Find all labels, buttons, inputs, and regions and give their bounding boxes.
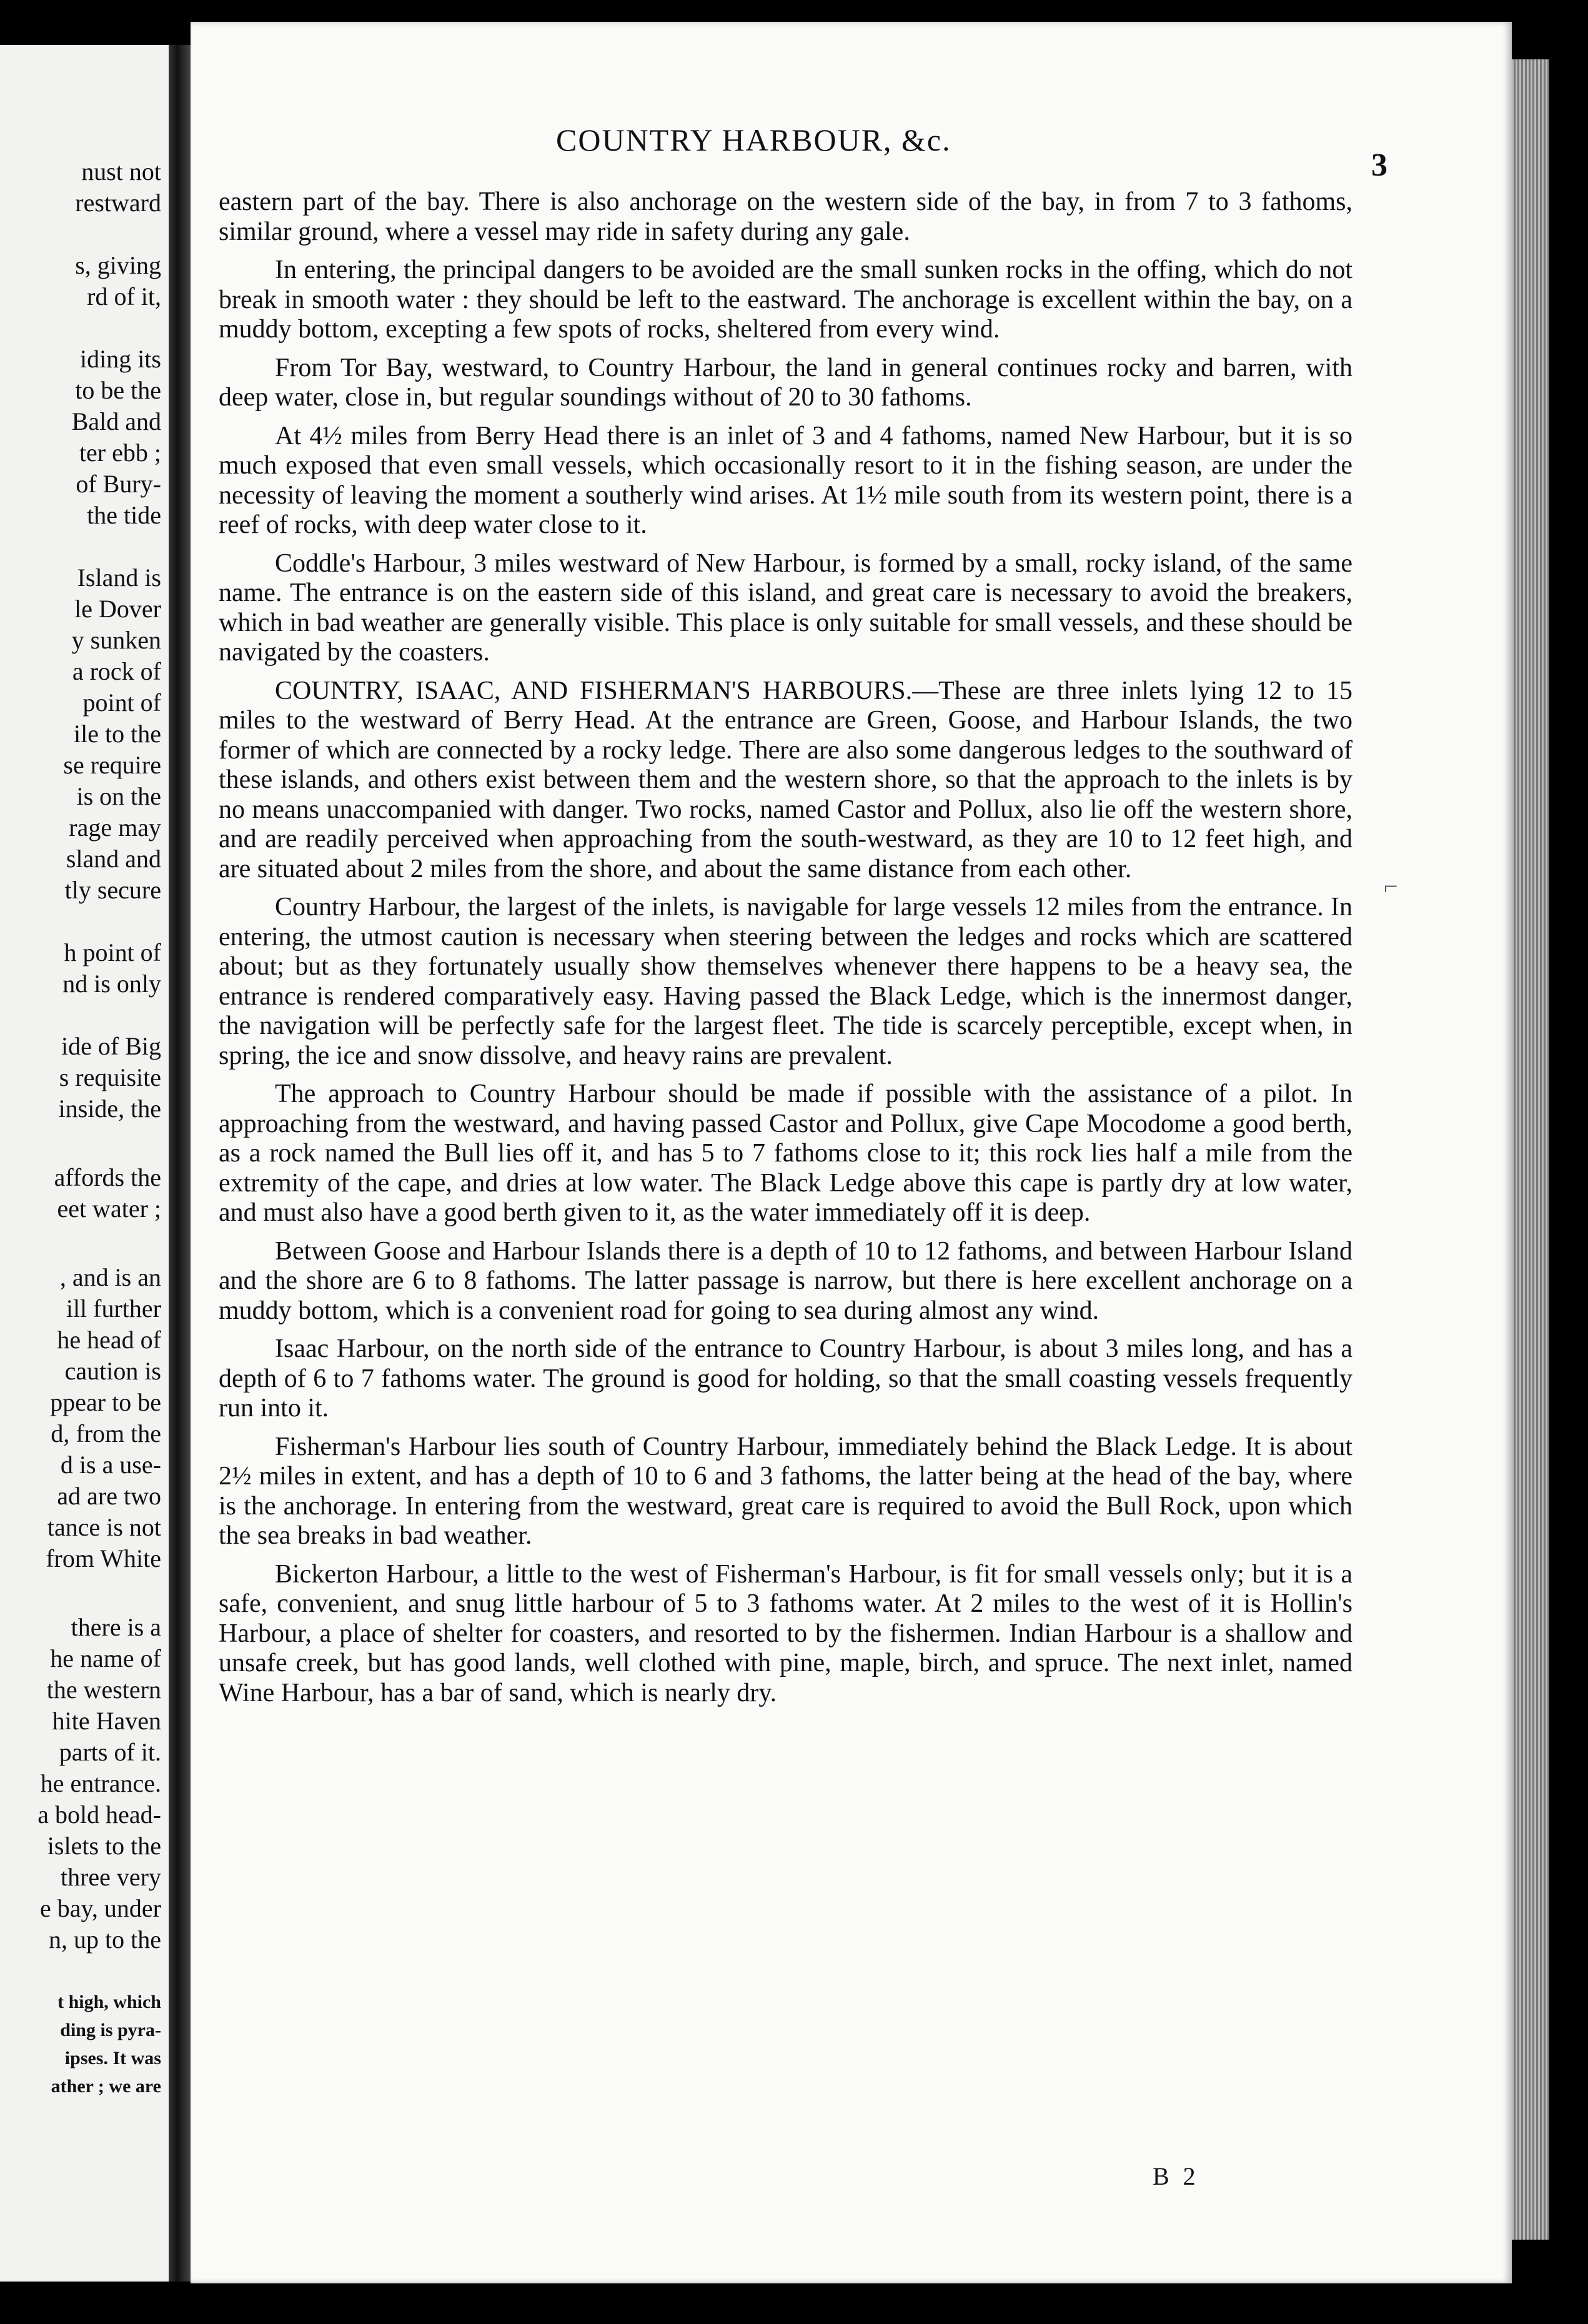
facing-page-line: h point of bbox=[64, 938, 161, 966]
paragraph: eastern part of the bay. There is also anchorage on the western side of the bay, in from 7 to 3 fathoms, similar ground, where a vessel may ride in safety during any gale. bbox=[219, 187, 1352, 246]
facing-page-line: point of bbox=[82, 688, 161, 717]
facing-page-line: Island is bbox=[77, 564, 161, 592]
facing-page-line: t high, which bbox=[57, 1992, 161, 2012]
facing-page-line: eet water ; bbox=[57, 1194, 161, 1223]
facing-page-line: sland and bbox=[66, 845, 161, 873]
facing-page-line: he head of bbox=[57, 1326, 161, 1354]
facing-page-line: ad are two bbox=[57, 1482, 161, 1510]
facing-page-line: Bald and bbox=[71, 407, 161, 435]
signature-mark: B 2 bbox=[1153, 2162, 1199, 2190]
facing-page-line: y sunken bbox=[71, 626, 161, 654]
facing-page-line: islets to the bbox=[47, 1832, 161, 1860]
facing-page-line: e bay, under bbox=[40, 1894, 161, 1922]
paragraph: At 4½ miles from Berry Head there is an inlet of 3 and 4 fathoms, named New Harbour, but it is so much exposed that even small vessels, which occasionally resort to it in the fishing season, are under the necessity of leaving the moment a southerly wind arises. At 1½ mile south from its western point, there is a reef of rocks, with deep water close to it. bbox=[219, 421, 1352, 539]
page-edge bbox=[1512, 59, 1549, 2240]
facing-page-line: a rock of bbox=[72, 657, 161, 685]
paragraph: Isaac Harbour, on the north side of the entrance to Country Harbour, is about 3 miles long, and has a depth of 6 to 7 fathoms water. The ground is good for holding, so that the small coasting vessels frequently run into it. bbox=[219, 1334, 1352, 1423]
facing-page-line: rage may bbox=[69, 813, 161, 842]
facing-page-line: rd of it, bbox=[87, 282, 161, 310]
facing-page-line: s requisite bbox=[59, 1063, 161, 1091]
paragraph: Fisherman's Harbour lies south of Country Harbour, immediately behind the Black Ledge. It is about 2½ miles in extent, and has a depth of 10 to 6 and 3 fathoms, the latter being at the head of the bay, where is the anchorage. In entering from the westward, great care is required to avoid the Bull Rock, upon which the sea breaks in bad weather. bbox=[219, 1432, 1352, 1550]
facing-page-line: tance is not bbox=[47, 1513, 161, 1541]
facing-page-line: three very bbox=[60, 1863, 161, 1891]
facing-page-line: ill further bbox=[66, 1294, 161, 1323]
facing-page-line: hite Haven bbox=[52, 1707, 161, 1735]
facing-page-line: ipses. It was bbox=[64, 2048, 161, 2068]
facing-page-line: ppear to be bbox=[50, 1388, 161, 1416]
facing-page-line: , and is an bbox=[59, 1263, 161, 1291]
facing-page-line: a bold head- bbox=[37, 1800, 161, 1829]
facing-page-line: he name of bbox=[50, 1644, 161, 1672]
facing-page-line: parts of it. bbox=[59, 1738, 161, 1766]
facing-page-line: of Bury- bbox=[76, 470, 161, 498]
facing-page-line: caution is bbox=[64, 1357, 161, 1385]
page-number: 3 bbox=[1371, 147, 1387, 183]
facing-page-line: se require bbox=[63, 751, 161, 779]
facing-page-line: affords the bbox=[54, 1163, 161, 1191]
facing-page-line: the tide bbox=[87, 501, 161, 529]
facing-page-line: d is a use- bbox=[60, 1451, 161, 1479]
facing-page-line: ter ebb ; bbox=[79, 439, 161, 467]
facing-page-line: le Dover bbox=[74, 595, 161, 623]
facing-page-line: ding is pyra- bbox=[60, 2020, 161, 2040]
facing-page-line: iding its bbox=[79, 345, 161, 373]
facing-page-line: tly secure bbox=[64, 876, 161, 904]
facing-page-line: there is a bbox=[71, 1613, 161, 1641]
paragraph: In entering, the principal dangers to be avoided are the small sunken rocks in the offing, which do not break in smooth water : they should be left to the eastward. The anchorage is excellent within the bay, on a muddy bottom, excepting a few spots of rocks, sheltered from every wind. bbox=[219, 256, 1352, 344]
book-gutter bbox=[169, 45, 191, 2282]
paragraph: COUNTRY, ISAAC, AND FISHERMAN'S HARBOURS.—These are three inlets lying 12 to 15 miles to the westward of Berry Head. At the entrance are Green, Goose, and Harbour Islands, the two former of which are connected by a rocky ledge. There are also some dangerous ledges to the southward of these islands, and others exist between them and the western shore, so that the approach to the inlets is by no means unaccompanied with danger. Two rocks, named Castor and Pollux, also lie off the western shore, and are readily perceived when approaching from the south-westward, as they are 10 to 12 feet high, and are situated about 2 miles from the shore, and about the same distance from each other. bbox=[219, 676, 1352, 883]
paragraph: From Tor Bay, westward, to Country Harbour, the land in general continues rocky and barren, with deep water, close in, but regular soundings without of 20 to 30 fathoms. bbox=[219, 353, 1352, 412]
paragraph: Coddle's Harbour, 3 miles westward of New Harbour, is formed by a small, rocky island, of the same name. The entrance is on the eastern side of this island, and great care is necessary to avoid the breakers, which in bad weather are generally visible. This place is only suitable for small vessels, and these should be navigated by the coasters. bbox=[219, 549, 1352, 667]
facing-page-line: he entrance. bbox=[40, 1769, 161, 1797]
paragraph: Country Harbour, the largest of the inlets, is navigable for large vessels 12 miles from the entrance. In entering, the utmost caution is necessary when steering between the ledges and rocks which are scattered about; but as they fortunately usually show themselves whenever there happens to be a heavy sea, the entrance is rendered comparatively easy. Having passed the Black Ledge, which is the innermost danger, the navigation will be perfectly safe for the largest fleet. The tide is scarcely perceptible, except when, in spring, the ice and snow dissolve, and heavy rains are prevalent. bbox=[219, 893, 1352, 1070]
paragraph: The approach to Country Harbour should be made if possible with the assistance of a pilot. In approaching from the westward, and having passed Castor and Pollux, give Cape Mocodome a good berth, as a rock named the Bull lies off it, and has 5 to 7 fathoms close to it; this rock lies half a mile from the extremity of the cape, and dries at low water. The Black Ledge above this cape is partly dry at low water, and must also have a good berth given to it, as the water immediately off it is deep. bbox=[219, 1080, 1352, 1227]
facing-page-line: restward bbox=[75, 189, 161, 217]
facing-page-line: ile to the bbox=[74, 720, 161, 748]
paragraph: Bickerton Harbour, a little to the west of Fisherman's Harbour, is fit for small vessels only; but it is a safe, convenient, and snug little harbour of 5 to 3 fathoms water. At 2 miles to the west of it is Hollin's Harbour, a place of shelter for coasters, and resorted to by the fishermen. Indian Harbour is a shallow and unsafe creek, but has good lands, well clothed with pine, maple, birch, and spruce. The next inlet, named Wine Harbour, has a bar of sand, which is nearly dry. bbox=[219, 1559, 1352, 1707]
facing-page-line: from White bbox=[46, 1544, 161, 1572]
running-head: COUNTRY HARBOUR, &c. bbox=[556, 122, 951, 157]
facing-page-line: s, giving bbox=[75, 251, 161, 279]
margin-pencil-mark: ⌐ bbox=[1384, 872, 1398, 900]
paragraph: Between Goose and Harbour Islands there is a depth of 10 to 12 fathoms, and between Harbour Island and the shore are 6 to 8 fathoms. The latter passage is narrow, but there is here excellent anchorage on a muddy bottom, which is a convenient road for going to sea during almost any wind. bbox=[219, 1236, 1352, 1325]
facing-page-line: nd is only bbox=[62, 970, 161, 998]
facing-page-line: n, up to the bbox=[49, 1925, 161, 1954]
facing-page-fragment bbox=[0, 45, 169, 2282]
facing-page-line: d, from the bbox=[51, 1419, 161, 1448]
facing-page-line: the western bbox=[46, 1676, 161, 1704]
facing-page-line: is on the bbox=[76, 782, 161, 810]
facing-page-line: ather ; we are bbox=[51, 2076, 161, 2097]
facing-page-line: to be the bbox=[75, 376, 161, 404]
facing-page-line: inside, the bbox=[58, 1095, 161, 1123]
facing-page-line: ide of Big bbox=[61, 1032, 161, 1060]
facing-page-line: nust not bbox=[81, 157, 161, 186]
body-text bbox=[219, 187, 1352, 1717]
